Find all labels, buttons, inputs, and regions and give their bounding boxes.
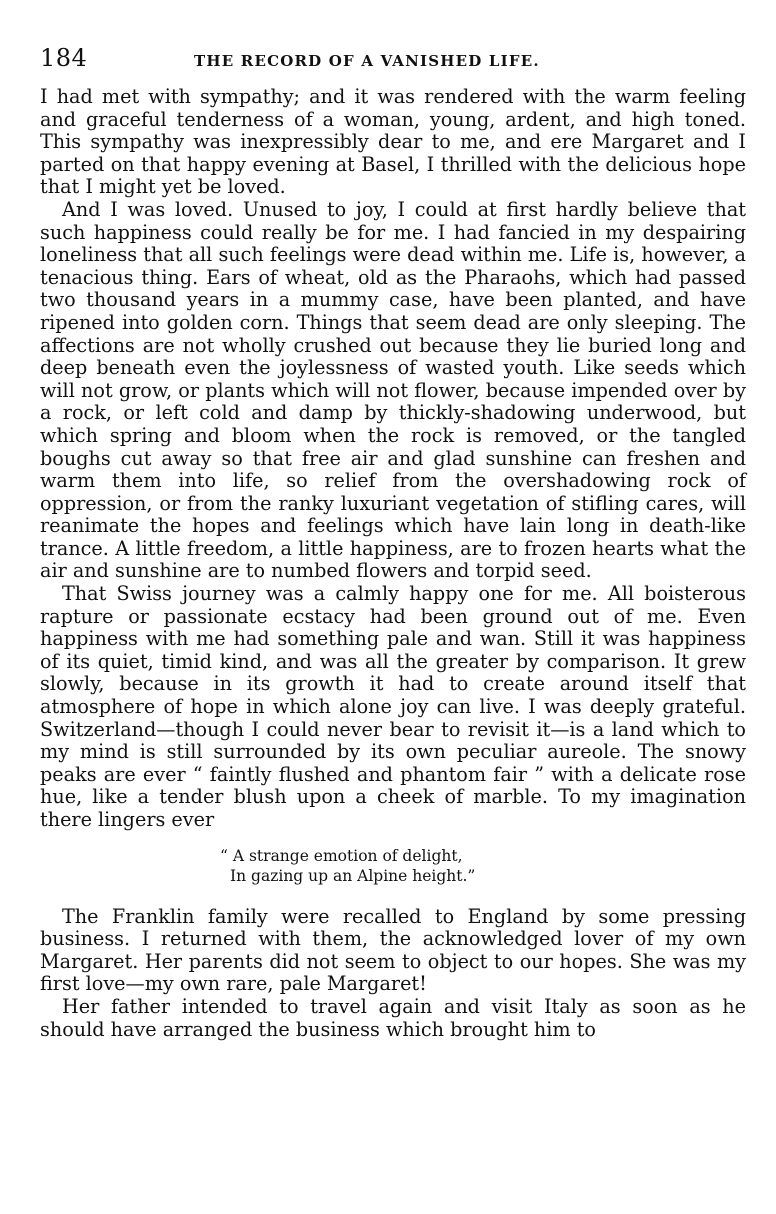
paragraph-5: Her father intended to travel again and visit Italy as soon as he should have arranged the business which brought him to [40,994,746,1041]
running-head [40,44,746,78]
paragraph-1: I had met with sympathy; and it was rendered with the warm feeling and graceful tenderness of a woman, young, ardent, and high toned. This sympathy was inexpressibly dear to me, and ere Margaret and I parted on that happy evening at Basel, I thrilled with the delicious hope that I might yet be loved. [40,85,746,199]
page-number: 184 [40,44,88,72]
verse-line-1: “ A strange emotion of delight, [220,846,463,865]
paragraph-4: The Franklin family were recalled to England by some pressing business. I returned with them, the acknowledged lover of my own Margaret. Her parents did not seem to object to our hopes. She was my first love—my own rare, pale Margaret! [40,904,746,996]
paragraph-2: And I was loved. Unused to joy, I could at first hardly believe that such happiness could really be for me. I had fancied in my despairing loneliness that all such feelings were dead within me. Life is, however, a tenacious thing. Ears of wheat, old as the Pharaohs, which had passed two thousand years in a mummy case, have been planted, and have ripened into golden corn. Things that seem dead are only sleeping. The affections are not wholly crushed out because they lie buried long and deep beneath even the joylessness of wasted youth. Like seeds which will not grow, or plants which will not flower, because impended over by a rock, or left cold and damp by thickly-shadowing underwood, but which spring and bloom when the rock is removed, or the tangled boughs cut away so that free air and glad sunshine can freshen and warm them into life, so relief from the overshadowing rock of oppression, or from the ranky luxuriant vegetation of stifling cares, will reanimate the hopes and feelings which have lain long in death-like trance. A little freedom, a little happiness, are to frozen hearts what the air and sunshine are to numbed flowers and torpid seed. [40,197,746,583]
verse-line-2: In gazing up an Alpine height.” [230,866,476,885]
body-text [40,86,746,1041]
verse-quotation [220,846,746,886]
paragraph-3: That Swiss journey was a calmly happy one for me. All boisterous rapture or passionate ecstacy had been ground out of me. Even happiness with me had something pale and wan. Still it was happiness of its quiet, timid kind, and was all the greater by comparison. It grew slowly, because in its growth it had to create around itself that atmosphere of hope in which alone joy can live. I was deeply grateful. Switzerland—though I could never bear to revisit it—is a land which to my mind is still surrounded by its own peculiar aureole. The snowy peaks are ever “ faintly flushed and phantom fair ” with a delicate rose hue, like a tender blush upon a cheek of marble. To my imagination there lingers ever [40,582,746,831]
running-title: THE RECORD OF A VANISHED LIFE. [194,52,540,70]
